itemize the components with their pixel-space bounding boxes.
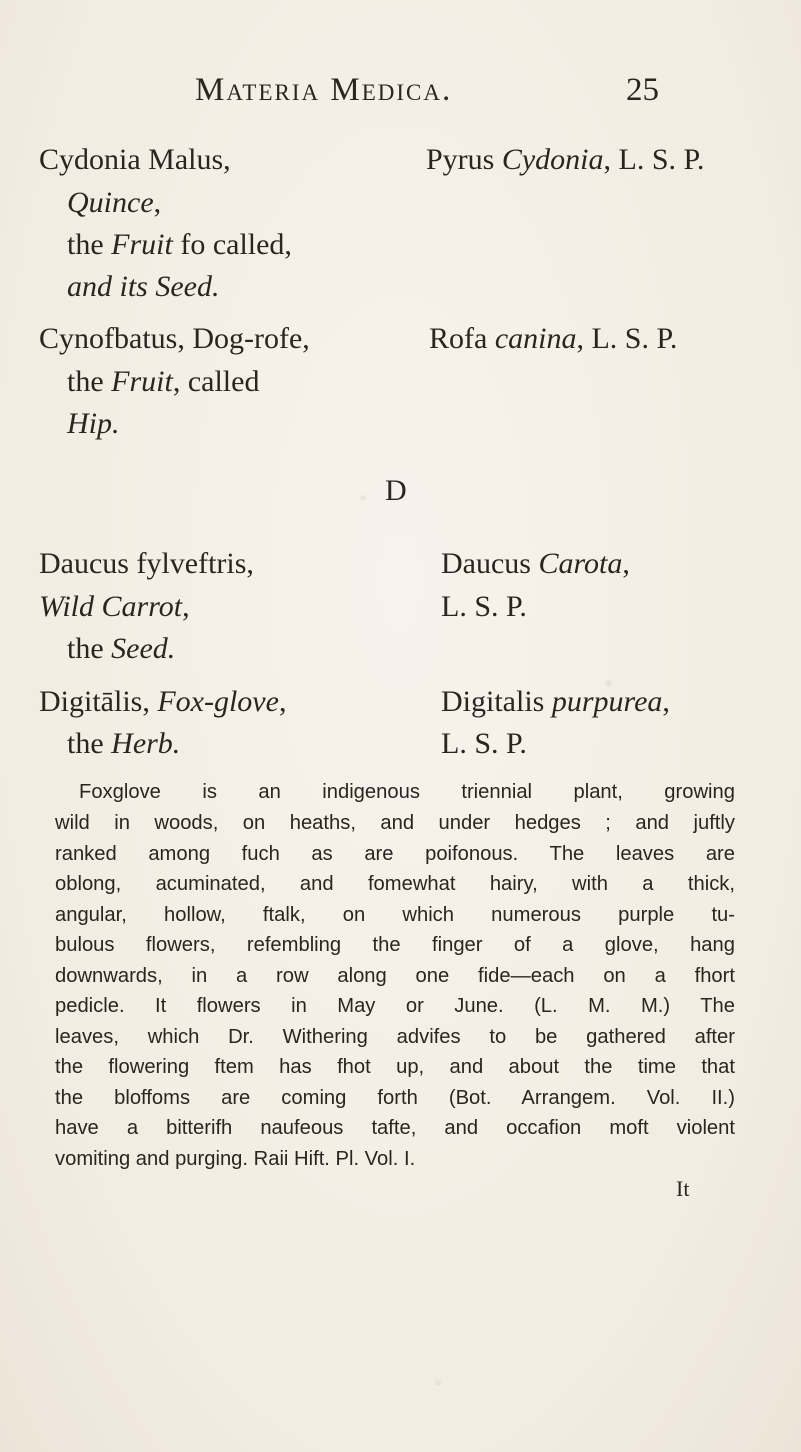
section-letter: D: [385, 474, 407, 507]
entry-daucus-linnaean: Daucus Carota,: [441, 547, 630, 580]
paragraph-line: downwards, in a row along one fide—each on a fhort: [55, 965, 735, 987]
entry-cydonia-part: the Fruit fo called,: [67, 228, 292, 261]
entry-cydonia-name: Cydonia Malus,: [39, 143, 231, 176]
paragraph-line: bulous flowers, refembling the finger of a glove, hang: [55, 934, 735, 956]
running-head: Materia Medica.: [195, 72, 453, 108]
paragraph-line: the bloffoms are coming forth (Bot. Arrangem. Vol. II.): [55, 1087, 735, 1109]
paragraph-line: leaves, which Dr. Withering advifes to be gathered after: [55, 1026, 735, 1048]
paper-spot: [360, 495, 366, 501]
paragraph-line: angular, hollow, ftalk, on which numerous purple tu-: [55, 904, 735, 926]
entry-digitalis-part: the Herb.: [67, 727, 181, 760]
paragraph-line: Foxglove is an indigenous triennial plant, growing: [79, 781, 735, 803]
paper-spot: [435, 1380, 441, 1386]
entry-digitalis-name: Digitālis, Fox-glove,: [39, 685, 287, 718]
paragraph-line: ranked among fuch as are poifonous. The leaves are: [55, 843, 735, 865]
paragraph-line: pedicle. It flowers in May or June. (L. M. M.) The: [55, 995, 735, 1017]
entry-daucus-name: Daucus fylveftris,: [39, 547, 254, 580]
entry-cynosbatus-name: Cynofbatus, Dog-rofe,: [39, 322, 310, 355]
entry-digitalis-authority: L. S. P.: [441, 727, 527, 760]
entry-cynosbatus-common: Hip.: [67, 407, 120, 440]
page-number: 25: [626, 72, 659, 108]
catchword: It: [676, 1176, 690, 1201]
paragraph-line: have a bitterifh naufeous tafte, and occafion moft violent: [55, 1117, 735, 1139]
paragraph-line-last: vomiting and purging. Raii Hift. Pl. Vol. I.: [55, 1148, 416, 1170]
paragraph-line: wild in woods, on heaths, and under hedges ; and juftly: [55, 812, 735, 834]
paragraph-line: oblong, acuminated, and fomewhat hairy, with a thick,: [55, 873, 735, 895]
entry-cydonia-linnaean: Pyrus Cydonia, L. S. P.: [426, 143, 705, 176]
entry-daucus-common: Wild Carrot,: [39, 590, 190, 623]
entry-cynosbatus-linnaean: Rofa canina, L. S. P.: [429, 322, 678, 355]
entry-daucus-part: the Seed.: [67, 632, 176, 665]
entry-daucus-authority: L. S. P.: [441, 590, 527, 623]
entry-cynosbatus-part: the Fruit, called: [67, 365, 260, 398]
entry-digitalis-linnaean: Digitalis purpurea,: [441, 685, 670, 718]
entry-cydonia-common: Quince,: [67, 186, 162, 219]
entry-cydonia-part-2: and its Seed.: [67, 270, 220, 303]
paragraph-line: the flowering ftem has fhot up, and about the time that: [55, 1056, 735, 1078]
